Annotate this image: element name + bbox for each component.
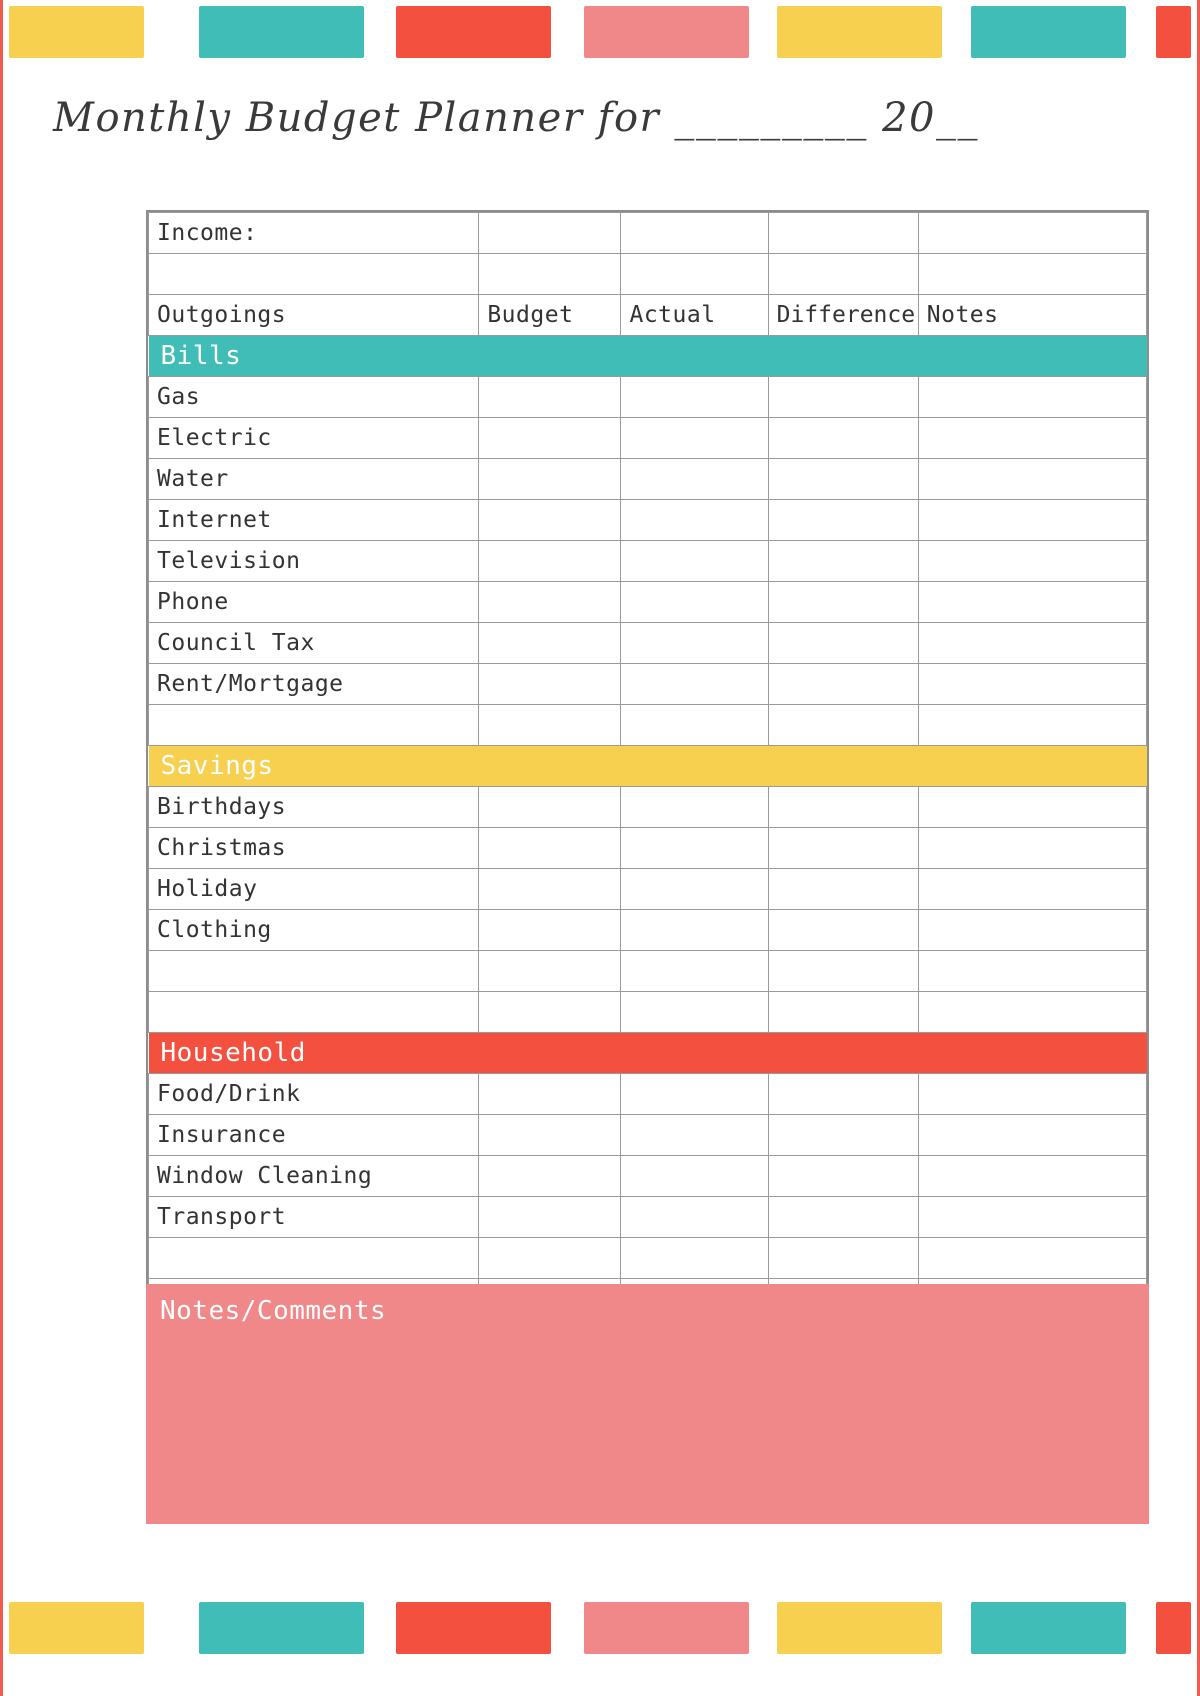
cell-rent-mortgage-difference[interactable]	[768, 664, 918, 705]
decor-bar-red-1	[396, 6, 551, 58]
table-row	[149, 541, 1147, 582]
cell-electric-budget[interactable]	[479, 418, 621, 459]
cell-window-cleaning-notes[interactable]	[918, 1156, 1146, 1197]
table-row	[149, 377, 1147, 418]
table-row	[149, 1238, 1147, 1279]
cell-savings-blank-2-budget[interactable]	[479, 992, 621, 1033]
table-row	[149, 910, 1147, 951]
table-row	[149, 418, 1147, 459]
row-label-bills-blank[interactable]	[149, 705, 479, 746]
cell-television-difference[interactable]	[768, 541, 918, 582]
row-label-rent-mortgage: Rent/Mortgage	[149, 664, 479, 705]
cell-clothing-actual[interactable]	[621, 910, 768, 951]
section-label-household: Household	[149, 1033, 1147, 1073]
budget-table	[148, 212, 1147, 1320]
table-row	[149, 582, 1147, 623]
cell-birthdays-difference[interactable]	[768, 787, 918, 828]
row-label-water: Water	[149, 459, 479, 500]
cell-window-cleaning-actual[interactable]	[621, 1156, 768, 1197]
table-row	[149, 951, 1147, 992]
row-label-household-blank-1[interactable]	[149, 1238, 479, 1279]
cell-clothing-notes[interactable]	[918, 910, 1146, 951]
row-label-window-cleaning: Window Cleaning	[149, 1156, 479, 1197]
cell-christmas-budget[interactable]	[479, 828, 621, 869]
cell-insurance-difference[interactable]	[768, 1115, 918, 1156]
row-label-savings-blank-1[interactable]	[149, 951, 479, 992]
cell-internet-notes[interactable]	[918, 500, 1146, 541]
income-blank-budget-cell[interactable]	[479, 254, 621, 295]
cell-birthdays-budget[interactable]	[479, 787, 621, 828]
section-header-savings	[149, 746, 1147, 787]
table-row	[149, 1156, 1147, 1197]
decor-bar-bottom-teal-2	[971, 1602, 1126, 1654]
table-row	[149, 664, 1147, 705]
cell-council-tax-notes[interactable]	[918, 623, 1146, 664]
cell-clothing-budget[interactable]	[479, 910, 621, 951]
budget-table-body	[149, 213, 1147, 1320]
column-header-notes: Notes	[918, 295, 1146, 336]
row-label-food-drink: Food/Drink	[149, 1074, 479, 1115]
row-label-birthdays: Birthdays	[149, 787, 479, 828]
cell-window-cleaning-difference[interactable]	[768, 1156, 918, 1197]
cell-electric-notes[interactable]	[918, 418, 1146, 459]
income-blank-actual-cell[interactable]	[621, 254, 768, 295]
cell-holiday-notes[interactable]	[918, 869, 1146, 910]
cell-window-cleaning-budget[interactable]	[479, 1156, 621, 1197]
cell-savings-blank-1-notes[interactable]	[918, 951, 1146, 992]
table-row	[149, 1197, 1147, 1238]
row-label-gas: Gas	[149, 377, 479, 418]
income-blank-label-cell[interactable]	[149, 254, 479, 295]
income-budget-cell[interactable]	[479, 213, 621, 254]
cell-transport-notes[interactable]	[918, 1197, 1146, 1238]
cell-phone-notes[interactable]	[918, 582, 1146, 623]
cell-birthdays-actual[interactable]	[621, 787, 768, 828]
decor-bar-yellow-1	[9, 6, 144, 58]
top-decorative-bar-row	[3, 6, 1200, 62]
decor-bar-bottom-red-2	[1156, 1602, 1191, 1654]
notes-comments-box[interactable]	[146, 1284, 1149, 1524]
decor-bar-teal-1	[199, 6, 364, 58]
decor-bar-bottom-pink-1	[584, 1602, 749, 1654]
table-row	[149, 500, 1147, 541]
decor-bar-teal-2	[971, 6, 1126, 58]
table-row	[149, 992, 1147, 1033]
cell-electric-difference[interactable]	[768, 418, 918, 459]
cell-birthdays-notes[interactable]	[918, 787, 1146, 828]
cell-television-actual[interactable]	[621, 541, 768, 582]
cell-internet-budget[interactable]	[479, 500, 621, 541]
column-header-difference: Difference	[768, 295, 918, 336]
table-row-income-blank	[149, 254, 1147, 295]
cell-television-budget[interactable]	[479, 541, 621, 582]
section-header-savings-cell	[149, 746, 1147, 787]
cell-holiday-difference[interactable]	[768, 869, 918, 910]
cell-bills-blank-notes[interactable]	[918, 705, 1146, 746]
row-label-savings-blank-2[interactable]	[149, 992, 479, 1033]
cell-television-notes[interactable]	[918, 541, 1146, 582]
cell-rent-mortgage-notes[interactable]	[918, 664, 1146, 705]
income-actual-cell[interactable]	[621, 213, 768, 254]
cell-holiday-actual[interactable]	[621, 869, 768, 910]
income-difference-cell[interactable]	[768, 213, 918, 254]
cell-phone-actual[interactable]	[621, 582, 768, 623]
cell-household-blank-1-actual[interactable]	[621, 1238, 768, 1279]
cell-water-actual[interactable]	[621, 459, 768, 500]
cell-savings-blank-1-budget[interactable]	[479, 951, 621, 992]
table-row	[149, 459, 1147, 500]
row-label-electric: Electric	[149, 418, 479, 459]
page-title: Monthly Budget Planner for _________ 20__	[53, 95, 979, 141]
budget-table-container	[146, 210, 1149, 1322]
table-row-income	[149, 213, 1147, 254]
row-label-insurance: Insurance	[149, 1115, 479, 1156]
cell-savings-blank-2-actual[interactable]	[621, 992, 768, 1033]
cell-christmas-difference[interactable]	[768, 828, 918, 869]
cell-holiday-budget[interactable]	[479, 869, 621, 910]
column-header-budget: Budget	[479, 295, 621, 336]
row-label-television: Television	[149, 541, 479, 582]
cell-food-drink-actual[interactable]	[621, 1074, 768, 1115]
cell-phone-budget[interactable]	[479, 582, 621, 623]
bottom-decorative-bar-row	[3, 1602, 1200, 1658]
section-header-household	[149, 1033, 1147, 1074]
table-header-row	[149, 295, 1147, 336]
income-blank-notes-cell[interactable]	[918, 254, 1146, 295]
cell-household-blank-1-budget[interactable]	[479, 1238, 621, 1279]
section-header-bills-cell	[149, 336, 1147, 377]
cell-household-blank-1-difference[interactable]	[768, 1238, 918, 1279]
cell-gas-budget[interactable]	[479, 377, 621, 418]
row-label-phone: Phone	[149, 582, 479, 623]
cell-savings-blank-2-difference[interactable]	[768, 992, 918, 1033]
table-row	[149, 787, 1147, 828]
row-label-holiday: Holiday	[149, 869, 479, 910]
income-blank-difference-cell[interactable]	[768, 254, 918, 295]
column-header-actual: Actual	[621, 295, 768, 336]
decor-bar-yellow-2	[777, 6, 942, 58]
cell-christmas-notes[interactable]	[918, 828, 1146, 869]
column-header-outgoings: Outgoings	[149, 295, 479, 336]
table-row	[149, 828, 1147, 869]
decor-bar-red-2	[1156, 6, 1191, 58]
table-row	[149, 623, 1147, 664]
cell-internet-difference[interactable]	[768, 500, 918, 541]
cell-clothing-difference[interactable]	[768, 910, 918, 951]
section-label-savings: Savings	[149, 746, 1147, 786]
cell-gas-actual[interactable]	[621, 377, 768, 418]
decor-bar-bottom-yellow-2	[777, 1602, 942, 1654]
cell-rent-mortgage-budget[interactable]	[479, 664, 621, 705]
table-row	[149, 1074, 1147, 1115]
decor-bar-bottom-teal-1	[199, 1602, 364, 1654]
decor-bar-bottom-yellow-1	[9, 1602, 144, 1654]
cell-phone-difference[interactable]	[768, 582, 918, 623]
cell-rent-mortgage-actual[interactable]	[621, 664, 768, 705]
table-row	[149, 1115, 1147, 1156]
table-row	[149, 869, 1147, 910]
row-label-transport: Transport	[149, 1197, 479, 1238]
cell-insurance-budget[interactable]	[479, 1115, 621, 1156]
cell-gas-difference[interactable]	[768, 377, 918, 418]
cell-insurance-actual[interactable]	[621, 1115, 768, 1156]
cell-bills-blank-difference[interactable]	[768, 705, 918, 746]
cell-christmas-actual[interactable]	[621, 828, 768, 869]
row-label-christmas: Christmas	[149, 828, 479, 869]
cell-household-blank-1-notes[interactable]	[918, 1238, 1146, 1279]
cell-transport-actual[interactable]	[621, 1197, 768, 1238]
cell-council-tax-difference[interactable]	[768, 623, 918, 664]
cell-bills-blank-actual[interactable]	[621, 705, 768, 746]
cell-transport-budget[interactable]	[479, 1197, 621, 1238]
section-header-household-cell	[149, 1033, 1147, 1074]
cell-water-budget[interactable]	[479, 459, 621, 500]
cell-electric-actual[interactable]	[621, 418, 768, 459]
row-label-council-tax: Council Tax	[149, 623, 479, 664]
cell-council-tax-actual[interactable]	[621, 623, 768, 664]
cell-water-difference[interactable]	[768, 459, 918, 500]
notes-comments-label: Notes/Comments	[160, 1296, 387, 1326]
cell-savings-blank-2-notes[interactable]	[918, 992, 1146, 1033]
cell-council-tax-budget[interactable]	[479, 623, 621, 664]
decor-bar-bottom-red-1	[396, 1602, 551, 1654]
income-notes-cell[interactable]	[918, 213, 1146, 254]
section-header-bills	[149, 336, 1147, 377]
cell-insurance-notes[interactable]	[918, 1115, 1146, 1156]
cell-internet-actual[interactable]	[621, 500, 768, 541]
cell-water-notes[interactable]	[918, 459, 1146, 500]
cell-transport-difference[interactable]	[768, 1197, 918, 1238]
cell-food-drink-difference[interactable]	[768, 1074, 918, 1115]
cell-bills-blank-budget[interactable]	[479, 705, 621, 746]
cell-savings-blank-1-actual[interactable]	[621, 951, 768, 992]
table-row	[149, 705, 1147, 746]
cell-food-drink-notes[interactable]	[918, 1074, 1146, 1115]
cell-gas-notes[interactable]	[918, 377, 1146, 418]
income-label: Income:	[149, 213, 479, 254]
row-label-internet: Internet	[149, 500, 479, 541]
decor-bar-pink-1	[584, 6, 749, 58]
section-label-bills: Bills	[149, 336, 1147, 376]
cell-food-drink-budget[interactable]	[479, 1074, 621, 1115]
cell-savings-blank-1-difference[interactable]	[768, 951, 918, 992]
row-label-clothing: Clothing	[149, 910, 479, 951]
